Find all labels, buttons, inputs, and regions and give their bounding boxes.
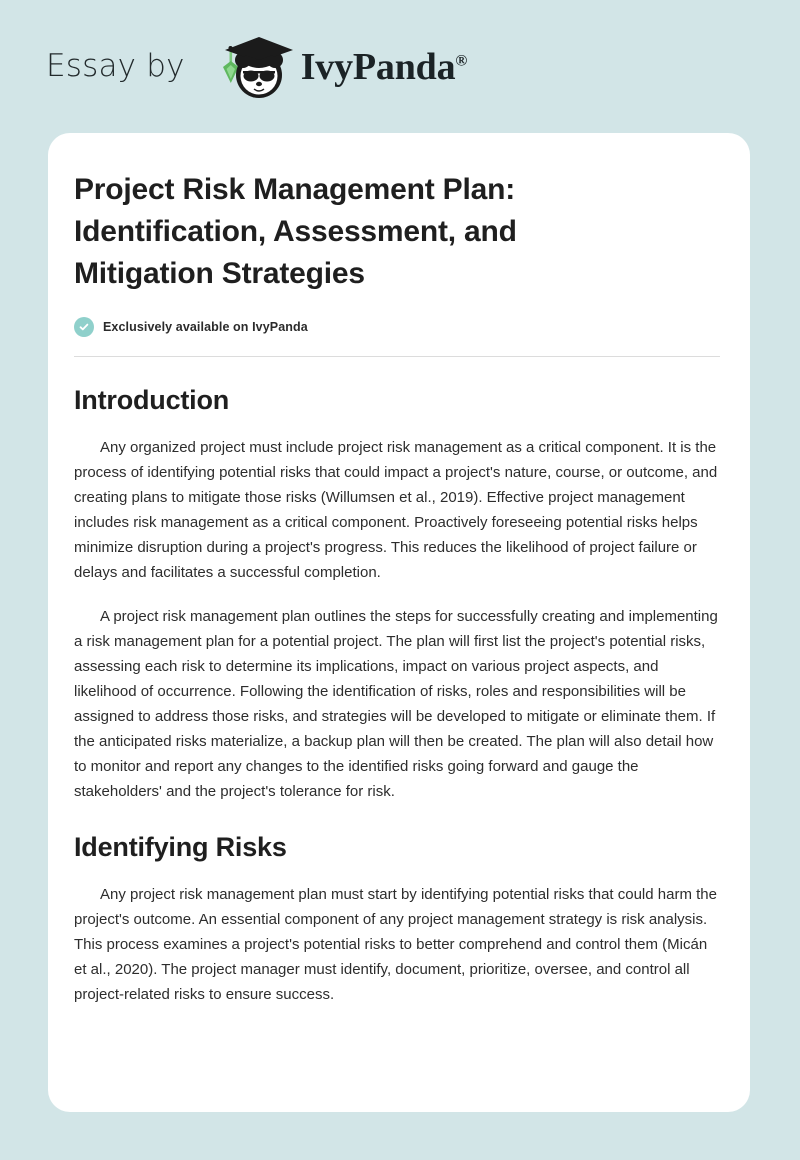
paragraph: Any project risk management plan must start by identifying potential risks that could harm the project's outcome. An essential component of any project management strategy is risk analysis. This process examines a project's potential risks to better comprehend and control them (Micán et al., 2020). The project manager must identify, document, prioritize, oversee, and control all project-related risks to ensure success.: [74, 886, 717, 1003]
essay-by-label: Essay by: [46, 48, 185, 84]
brand-wordmark: [300, 45, 468, 88]
exclusive-badge: [74, 317, 720, 337]
header-divider: [74, 356, 720, 357]
page-header: [0, 0, 800, 133]
exclusive-badge-label: Exclusively available on IvyPanda: [103, 320, 308, 334]
brand-name-text: IvyPanda: [300, 45, 456, 88]
paragraph: Any organized project must include project risk management as a critical component. It is the process of identifying potential risks that could impact a project's nature, course, or outcome, and creating plans to mitigate those risks (Willumsen et al., 2019). Effective project management includes risk management as a critical component. Proactively foreseeing potential risks helps minimize disruption during a project's progress. This reduces the likelihood of project failure or delays and facilitates a successful completion.: [74, 439, 718, 581]
ivypanda-brand-logo[interactable]: [207, 31, 467, 103]
check-circle-icon: [74, 317, 94, 337]
paragraph: A project risk management plan outlines the steps for successfully creating and implementing a risk management plan for a potential project. The plan will first list the project's potential risks, assessing each risk to determine its implications, impact on various project aspects, and likelihood of occurrence. Following the identification of risks, roles and responsibilities will be assigned to address those risks, and strategies will be developed to mitigate or eliminate them. If the anticipated risks materialize, a backup plan will then be created. The plan will also detail how to monitor and report any changes to the identified risks going forward and gauge the stakeholders' and the project's tolerance for risk.: [74, 608, 718, 800]
panda-graduate-logo-icon: [207, 31, 299, 103]
trademark-symbol: ®: [455, 51, 468, 69]
section-heading-introduction: Introduction: [74, 385, 230, 415]
page-title: Project Risk Management Plan: Identification, Assessment, and Mitigation Strategies: [74, 173, 517, 290]
essay-card: [48, 133, 750, 1112]
section-heading-identifying-risks: Identifying Risks: [74, 832, 287, 862]
